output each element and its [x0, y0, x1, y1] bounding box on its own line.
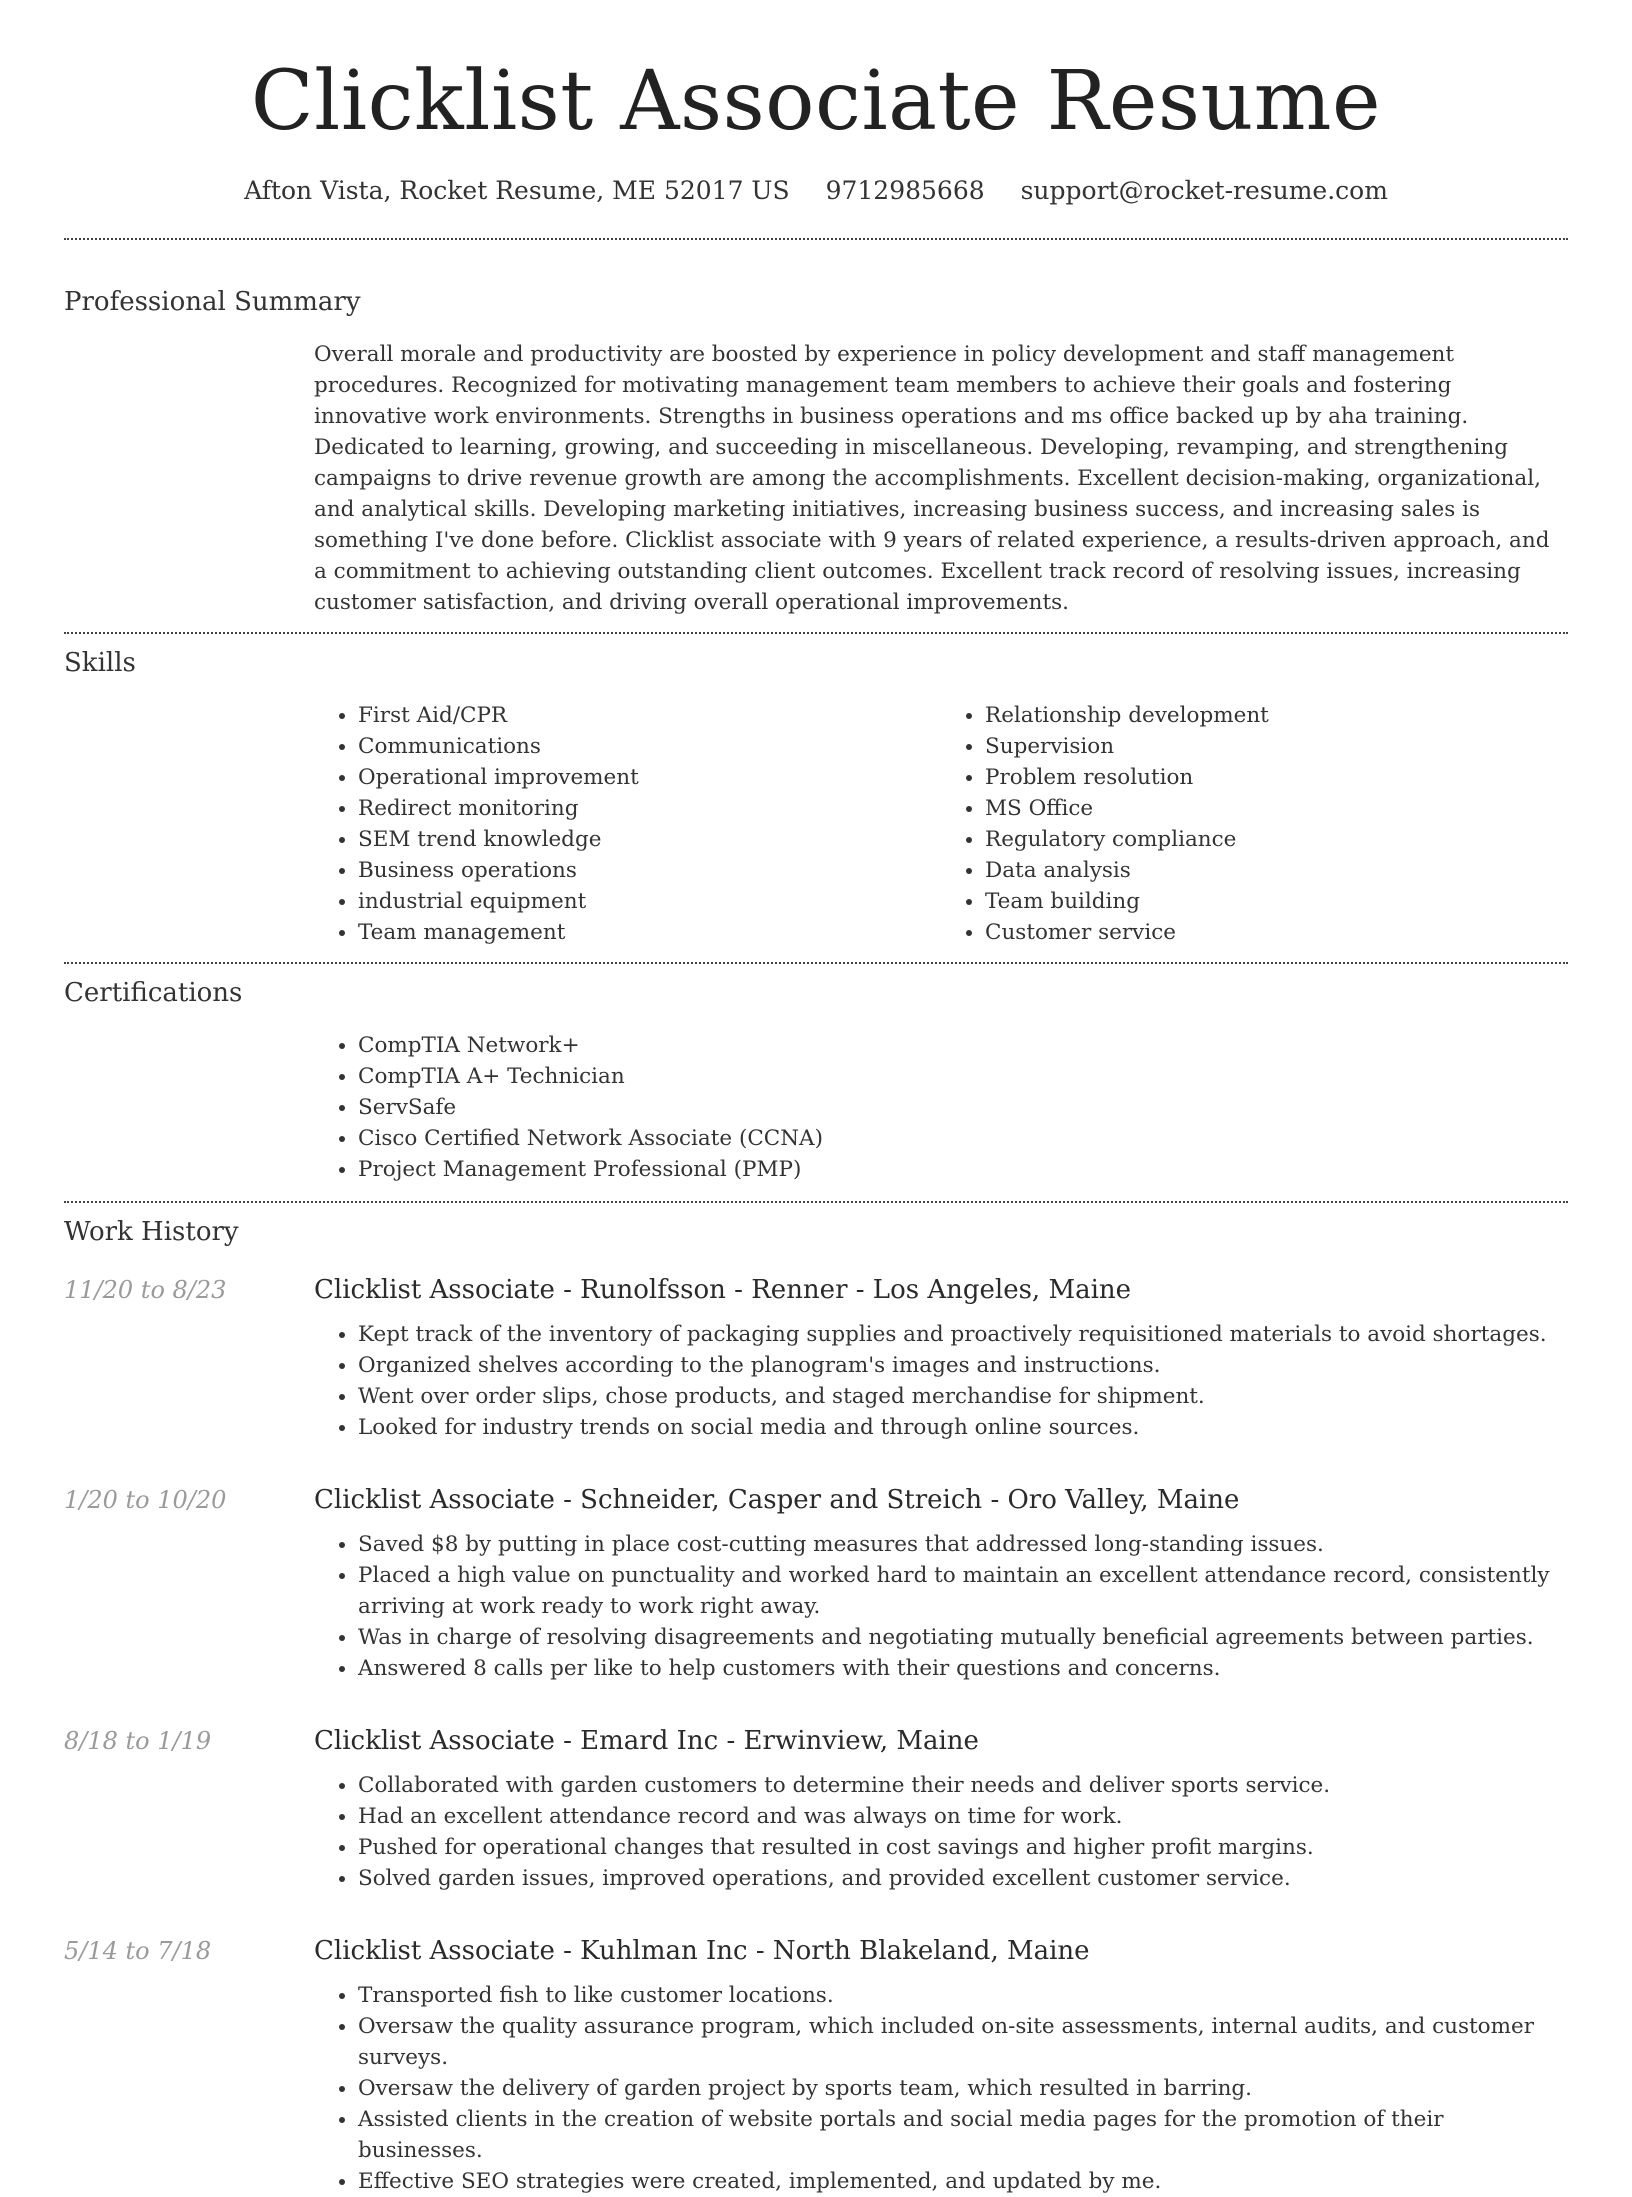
job-bullet: • Oversaw the delivery of garden project by sports team, which resulted in barring. [358, 2073, 1568, 2104]
job-bullet: • Kept track of the inventory of packaging supplies and proactively requisitioned materials to avoid shortages. [358, 1319, 1568, 1350]
job-bullet: • Placed a high value on punctuality and worked hard to maintain an excellent attendance record, consistently arriving at work ready to work right away. [358, 1560, 1568, 1622]
job-bullet: • Assisted clients in the creation of website portals and social media pages for the promotion of their businesses. [358, 2104, 1568, 2166]
job-bullet: • Was in charge of resolving disagreements and negotiating mutually beneficial agreements between parties. [358, 1622, 1568, 1653]
skills-list [314, 700, 1568, 948]
skill-item: • Regulatory compliance [985, 824, 1568, 855]
skill-item: • Problem resolution [985, 762, 1568, 793]
certifications-section [64, 964, 1568, 1185]
job-dates: 5/14 to 7/18 [64, 1937, 212, 1965]
section-title-skills: Skills [64, 648, 136, 678]
skills-section [64, 634, 1568, 948]
skill-item: • Supervision [985, 731, 1568, 762]
job-bullet: • Looked for industry trends on social media and through online sources. [358, 1412, 1568, 1443]
job-dates: 11/20 to 8/23 [64, 1276, 227, 1304]
section-title-certifications: Certifications [64, 978, 243, 1008]
skill-item: • First Aid/CPR [358, 700, 941, 731]
job-title: Clicklist Associate - Runolfsson - Renner - Los Angeles, Maine [314, 1275, 1132, 1305]
contact-phone: 9712985668 [825, 176, 985, 205]
job-bullet: • Transported fish to like customer locations. [358, 1980, 1568, 2011]
skill-item: • industrial equipment [358, 886, 941, 917]
job-title: Clicklist Associate - Emard Inc - Erwinview, Maine [314, 1726, 979, 1756]
section-title-work: Work History [64, 1217, 239, 1247]
job-bullet: • Organized shelves according to the planogram's images and instructions. [358, 1350, 1568, 1381]
job-bullet: • Saved $8 by putting in place cost-cutting measures that addressed long-standing issues. [358, 1529, 1568, 1560]
skill-item: • Communications [358, 731, 941, 762]
certification-item: • CompTIA A+ Technician [358, 1061, 1568, 1092]
job-bullet: • Effective SEO strategies were created, implemented, and updated by me. [358, 2166, 1568, 2197]
job-bullet: • Answered 8 calls per like to help customers with their questions and concerns. [358, 1653, 1568, 1684]
certification-item: • Cisco Certified Network Associate (CCNA) [358, 1123, 1568, 1154]
section-title-summary: Professional Summary [64, 287, 361, 317]
skills-column-right [941, 700, 1568, 948]
skill-item: • Redirect monitoring [358, 793, 941, 824]
skill-item: • Customer service [985, 917, 1568, 948]
job-dates: 1/20 to 10/20 [64, 1486, 227, 1514]
skill-item: • Data analysis [985, 855, 1568, 886]
job-bullet: • Pushed for operational changes that resulted in cost savings and higher profit margins. [358, 1832, 1568, 1863]
skill-item: • Operational improvement [358, 762, 941, 793]
skill-item: • Relationship development [985, 700, 1568, 731]
job-title: Clicklist Associate - Schneider, Casper and Streich - Oro Valley, Maine [314, 1485, 1240, 1515]
job-bullet: • Solved garden issues, improved operations, and provided excellent customer service. [358, 1863, 1568, 1894]
job-entry [64, 1934, 1568, 2197]
job-dates: 8/18 to 1/19 [64, 1727, 212, 1755]
job-bullet: • Had an excellent attendance record and was always on time for work. [358, 1801, 1568, 1832]
contact-line [64, 174, 1568, 208]
summary-text: Overall morale and productivity are boosted by experience in policy development and staff management procedures. Recognized for motivating management team members to achieve their goals and fostering innovative work environments. Strengths in business operations and ms office backed up by aha training. Dedicated to learning, growing, and succeeding in miscellaneous. Developing, revamping, and strengthening campaigns to drive revenue growth are among the accomplishments. Excellent decision-making, organizational, and analytical skills. Developing marketing initiatives, increasing business success, and increasing sales is something I've done before. Clicklist associate with 9 years of related experience, a results-driven approach, and a commitment to achieving outstanding client outcomes. Excellent track record of resolving issues, increasing customer satisfaction, and driving overall operational improvements. [314, 342, 1550, 615]
job-bullet: • Oversaw the quality assurance program, which included on-site assessments, internal audits, and customer surveys. [358, 2011, 1568, 2073]
job-bullet: • Went over order slips, chose products, and staged merchandise for shipment. [358, 1381, 1568, 1412]
certification-item: • Project Management Professional (PMP) [358, 1154, 1568, 1185]
resume-page [64, 0, 1568, 2197]
skill-item: • MS Office [985, 793, 1568, 824]
job-entry [64, 1273, 1568, 1443]
skill-item: • SEM trend knowledge [358, 824, 941, 855]
job-title: Clicklist Associate - Kuhlman Inc - North Blakeland, Maine [314, 1936, 1090, 1966]
job-entry [64, 1483, 1568, 1684]
contact-email: support@rocket-resume.com [1020, 176, 1388, 205]
skill-item: • Team management [358, 917, 941, 948]
skill-item: • Team building [985, 886, 1568, 917]
job-bullet: • Collaborated with garden customers to determine their needs and deliver sports service. [358, 1770, 1568, 1801]
summary-section [64, 240, 1568, 618]
certification-item: • ServSafe [358, 1092, 1568, 1123]
certification-item: • CompTIA Network+ [358, 1030, 1568, 1061]
skill-item: • Business operations [358, 855, 941, 886]
contact-address: Afton Vista, Rocket Resume, ME 52017 US [244, 176, 790, 205]
work-history-section [64, 1203, 1568, 2197]
skills-column-left [314, 700, 941, 948]
certifications-list [314, 1030, 1568, 1185]
job-entry [64, 1724, 1568, 1894]
resume-title: Clicklist Associate Resume [250, 54, 1382, 149]
